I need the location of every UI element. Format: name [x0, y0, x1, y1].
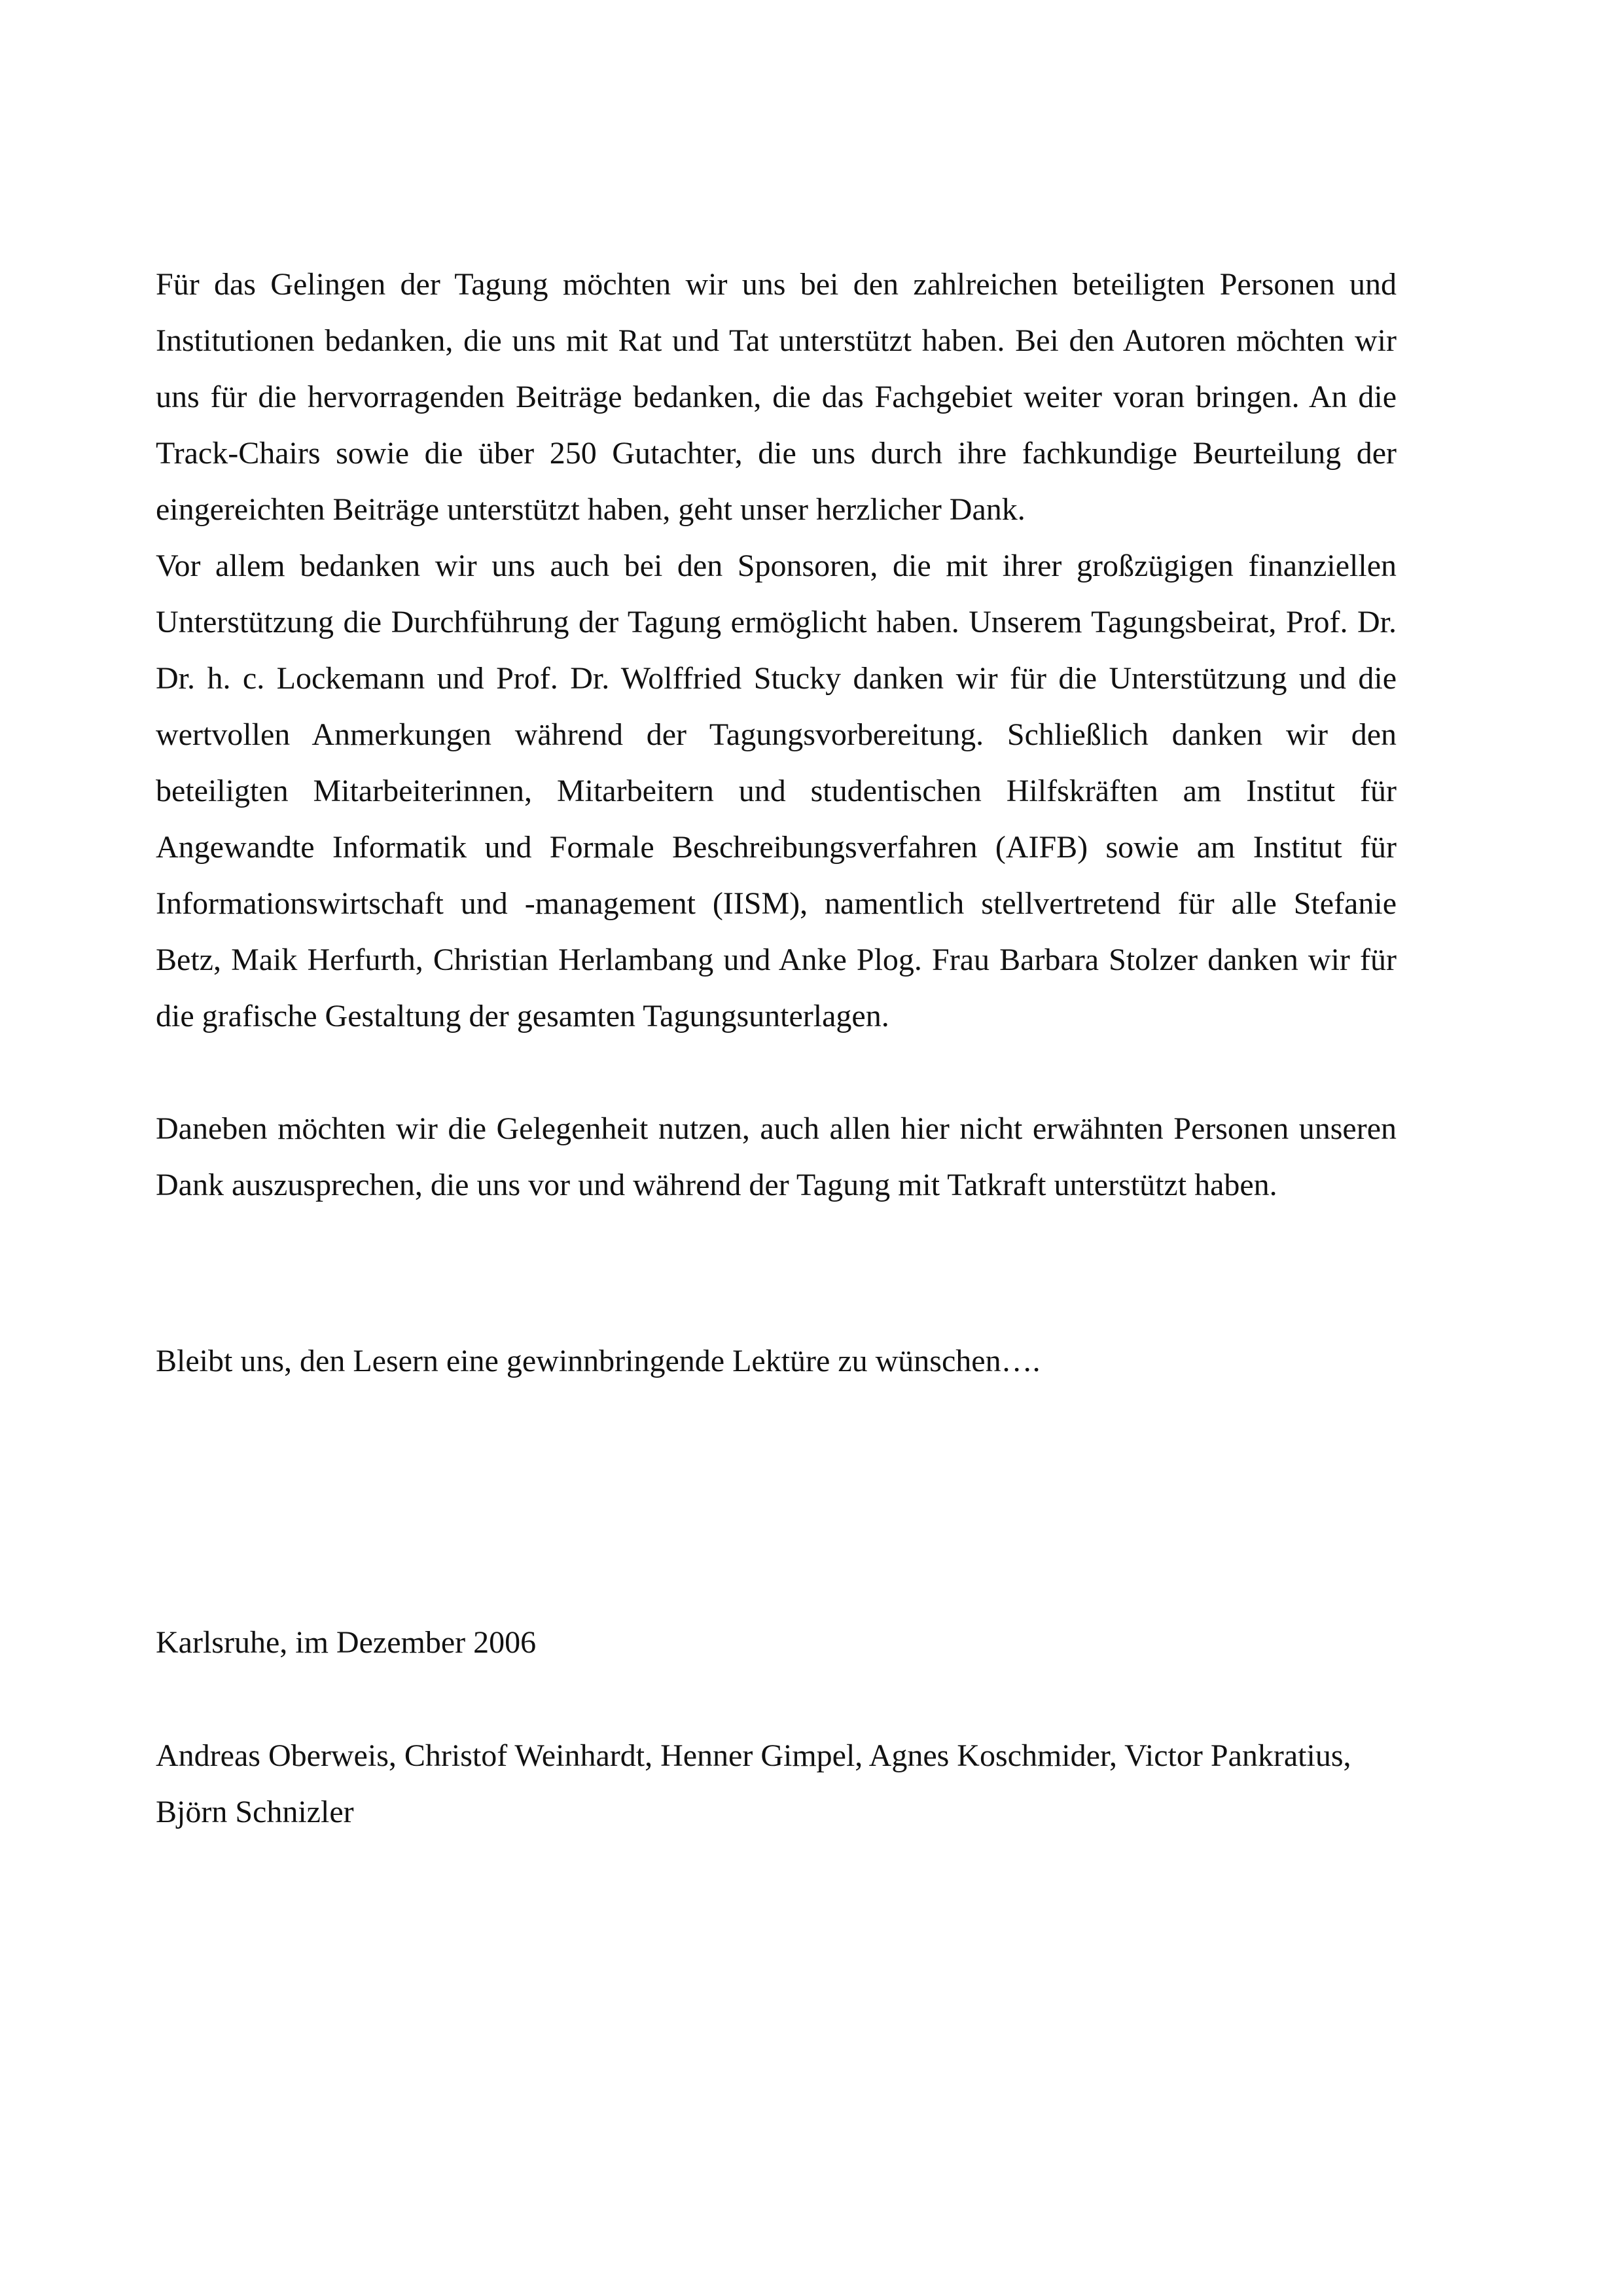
paragraph-sponsors: Vor allem bedanken wir uns auch bei den Sponsoren, die mit ihrer großzügigen finanziellen Unterstützung die Durchführung der Tagung ermöglicht haben. Unserem Tagungsbeirat, Prof. Dr. Dr. h. c. Lockemann und Prof. Dr. Wolffried Stucky danken wir für die Unterstützung und die wertvollen Anmerkungen während der Tagungsvorbereitung. Schließlich danken wir den beteiligten Mitarbeiterinnen, Mitarbeitern und studentischen Hilfskräften am Institut für Angewandte Informatik und Formale Beschreibungsverfahren (AIFB) sowie am Institut für Informationswirtschaft und -management (IISM), namentlich stellvertretend für alle Stefanie Betz, Maik Herfurth, Christian Herlambang und Anke Plog. Frau Barbara Stolzer danken wir für die grafische Gestaltung der gesamten Tagungsunterlagen. — [156, 548, 1397, 1033]
paragraph-further-thanks: Daneben möchten wir die Gelegenheit nutzen, auch allen hier nicht erwähnten Personen unseren Dank auszusprechen, die uns vor und während der Tagung mit Tatkraft unterstützt haben. — [156, 1111, 1397, 1202]
closing-place-date: Karlsruhe, im Dezember 2006 — [156, 1625, 537, 1660]
closing-authors: Andreas Oberweis, Christof Weinhardt, Henner Gimpel, Agnes Koschmider, Victor Pankratius, Björn Schnizler — [156, 1738, 1351, 1829]
paragraph-acknowledgements: Für das Gelingen der Tagung möchten wir uns bei den zahlreichen beteiligten Personen und Institutionen bedanken, die uns mit Rat und Tat unterstützt haben. Bei den Autoren möchten wir uns für die hervorragenden Beiträge bedanken, die das Fachgebiet weiter voran bringen. An die Track-Chairs sowie die über 250 Gutachter, die uns durch ihre fachkundige Beurteilung der eingereichten Beiträge unterstützt haben, geht unser herzlicher Dank. — [156, 267, 1397, 527]
paragraph-reading-wish: Bleibt uns, den Lesern eine gewinnbringende Lektüre zu wünschen…. — [156, 1344, 1041, 1378]
